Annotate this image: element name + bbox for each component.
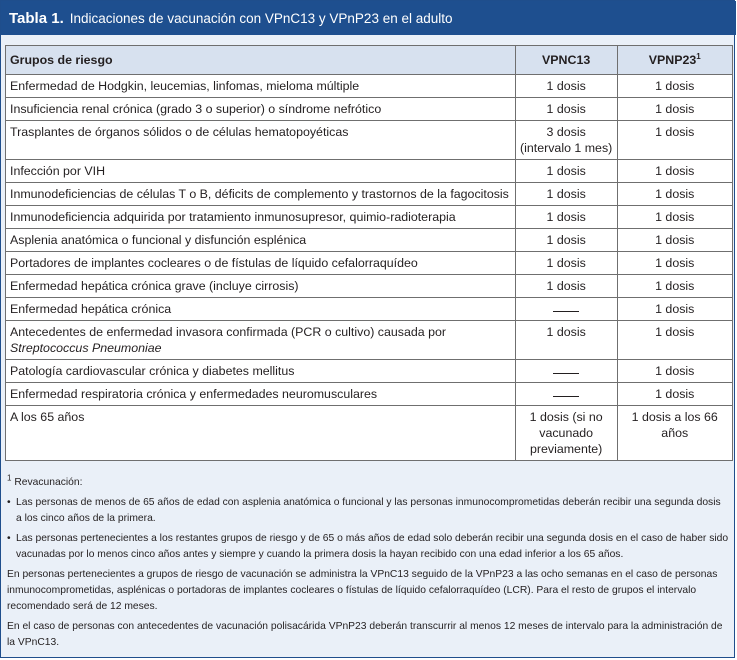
vpnp23-cell xyxy=(618,160,733,183)
note-bullet xyxy=(7,495,729,531)
vpnp23-value: 1 dosis xyxy=(655,164,695,178)
table-title: Indicaciones de vacunación con VPnC13 y VPnP23 en el adulto xyxy=(69,10,453,26)
table-row xyxy=(6,275,733,298)
revac-heading xyxy=(7,475,729,491)
risk-group-text: Insuficiencia renal crónica (grado 3 o superior) o síndrome nefrótico xyxy=(10,102,382,116)
vpnp23-value: 1 dosis xyxy=(655,279,695,293)
vpnc13-cell xyxy=(515,298,618,321)
vpnp23-cell xyxy=(618,275,733,298)
vpnc13-value: 1 dosis xyxy=(546,102,586,116)
table-row xyxy=(6,121,733,160)
note-bullet xyxy=(7,531,729,567)
risk-group-text: Portadores de implantes cocleares o de fístulas de líquido cefalorraquídeo xyxy=(10,256,418,270)
vpnp23-value: 1 dosis xyxy=(655,233,695,247)
risk-group-cell xyxy=(6,206,516,229)
vpnc13-cell xyxy=(515,383,618,406)
vpnp23-value: 1 dosis xyxy=(655,364,695,378)
vpnp23-value: 1 dosis xyxy=(655,102,695,116)
risk-group-cell xyxy=(6,229,516,252)
risk-group-text: Patología cardiovascular crónica y diabetes mellitus xyxy=(10,364,295,378)
bullet-mark: • xyxy=(7,497,11,508)
title-bar xyxy=(1,1,736,35)
risk-group-text: Asplenia anatómica o funcional y disfunción esplénica xyxy=(10,233,307,247)
vpnc13-cell xyxy=(515,160,618,183)
not-indicated-dash xyxy=(553,311,579,312)
vpnp23-cell xyxy=(618,183,733,206)
vaccination-table xyxy=(5,45,733,461)
vpnc13-value: 1 dosis xyxy=(546,187,586,201)
table-label: Tabla 1. xyxy=(9,9,64,27)
vpnc13-value: 1 dosis (si no vacunado previamente) xyxy=(529,410,603,456)
vpnp23-value: 1 dosis xyxy=(655,210,695,224)
risk-group-cell xyxy=(6,298,516,321)
table-row xyxy=(6,160,733,183)
risk-group-cell xyxy=(6,406,516,461)
vpnp23-cell xyxy=(618,98,733,121)
vpnc13-cell xyxy=(515,98,618,121)
risk-group-cell xyxy=(6,160,516,183)
risk-group-cell xyxy=(6,98,516,121)
vpnc13-value: 1 dosis xyxy=(546,279,586,293)
vpnc13-cell xyxy=(515,360,618,383)
risk-group-cell xyxy=(6,275,516,298)
table-row xyxy=(6,360,733,383)
vpnp23-cell xyxy=(618,206,733,229)
vpnc13-cell xyxy=(515,321,618,360)
vpnp23-value: 1 dosis xyxy=(655,125,695,139)
vpnc13-value: 3 dosis (intervalo 1 mes) xyxy=(520,125,613,155)
vpnp23-cell xyxy=(618,229,733,252)
risk-group-text: Antecedentes de enfermedad invasora confirmada (PCR o cultivo) causada por xyxy=(10,325,446,339)
vpnp23-cell xyxy=(618,321,733,360)
vpnc13-value: 1 dosis xyxy=(546,233,586,247)
risk-group-organism: Streptococcus Pneumoniae xyxy=(10,341,162,355)
footnote-mark: 1 xyxy=(7,473,12,483)
vpnp23-cell xyxy=(618,121,733,160)
note-paragraph: En el caso de personas con antecedentes de vacunación polisacárida VPnP23 deberán transcurrir al menos 12 meses de intervalo para la administración de la VPnC13. xyxy=(7,621,723,648)
vpnc13-cell xyxy=(515,121,618,160)
table-body xyxy=(6,75,733,461)
vpnc13-cell xyxy=(515,183,618,206)
header-vpnp23-label: VPNP23 xyxy=(648,53,697,67)
risk-group-cell xyxy=(6,252,516,275)
header-row xyxy=(6,46,733,75)
vpnp23-value: 1 dosis a los 66 años xyxy=(631,410,718,440)
risk-group-text: Enfermedad hepática crónica grave (incluye cirrosis) xyxy=(10,279,299,293)
vpnp23-value: 1 dosis xyxy=(655,187,695,201)
vpnc13-cell xyxy=(515,406,618,461)
vpnp23-value: 1 dosis xyxy=(655,79,695,93)
table-row xyxy=(6,98,733,121)
vpnp23-value: 1 dosis xyxy=(655,256,695,270)
vpnp23-value: 1 dosis xyxy=(655,302,695,316)
not-indicated-dash xyxy=(553,396,579,397)
risk-group-text: Enfermedad hepática crónica xyxy=(10,302,172,316)
table-row xyxy=(6,206,733,229)
table-row xyxy=(6,406,733,461)
risk-group-text: Enfermedad respiratoria crónica y enfermedades neuromusculares xyxy=(10,387,378,401)
vpnc13-value: 1 dosis xyxy=(546,79,586,93)
table-row xyxy=(6,383,733,406)
vpnp23-cell xyxy=(618,252,733,275)
risk-group-text: Enfermedad de Hodgkin, leucemias, linfomas, mieloma múltiple xyxy=(10,79,360,93)
risk-group-cell xyxy=(6,121,516,160)
table-row xyxy=(6,298,733,321)
vpnp23-cell xyxy=(618,383,733,406)
vpnc13-cell xyxy=(515,75,618,98)
footnotes xyxy=(7,475,729,655)
footnote-mark: 1 xyxy=(696,51,701,61)
not-indicated-dash xyxy=(553,373,579,374)
table-row xyxy=(6,183,733,206)
vpnc13-cell xyxy=(515,206,618,229)
note-bullet-text: Las personas de menos de 65 años de edad con asplenia anatómica o funcional y las personas inmunocomprometidas deberán recibir una segunda dosis a los cinco años de la primera. xyxy=(16,497,721,524)
header-risk-groups: Grupos de riesgo xyxy=(6,46,516,75)
vpnc13-cell xyxy=(515,229,618,252)
table-row xyxy=(6,75,733,98)
header-vpnc13: VPNC13 xyxy=(515,46,618,75)
risk-group-cell xyxy=(6,321,516,360)
header-vpnp23 xyxy=(618,46,733,75)
risk-group-text: A los 65 años xyxy=(10,410,85,424)
vpnc13-value: 1 dosis xyxy=(546,325,586,339)
risk-group-cell xyxy=(6,75,516,98)
vpnc13-value: 1 dosis xyxy=(546,210,586,224)
vpnp23-value: 1 dosis xyxy=(655,387,695,401)
risk-group-text: Inmunodeficiencias de células T o B, déficits de complemento y trastornos de la fagocitosis xyxy=(10,187,509,201)
note-bullet-text: Las personas pertenecientes a los restantes grupos de riesgo y de 65 o más años de edad solo deberán recibir una segunda dosis en el caso de haber sido vacunadas por lo menos cinco años antes y siempre y cuando la primera dosis la hayan recibido con una edad inferior a los 65 años. xyxy=(16,533,729,560)
note-paragraph: En personas pertenecientes a grupos de riesgo de vacunación se administra la VPnC13 seguido de la VPnP23 a las ocho semanas en el caso de personas inmunocomprometidas, asplénicas o portadoras de implantes cocleares o fístulas de líquido cefalorraquídeo (LCR). Para el resto de grupos el intervalo recomendado será de 12 meses. xyxy=(7,569,718,612)
table-row xyxy=(6,252,733,275)
vpnc13-cell xyxy=(515,275,618,298)
risk-group-cell xyxy=(6,383,516,406)
table-row xyxy=(6,321,733,360)
vpnp23-cell xyxy=(618,298,733,321)
risk-group-cell xyxy=(6,183,516,206)
vpnp23-cell xyxy=(618,360,733,383)
table-row xyxy=(6,229,733,252)
risk-group-cell xyxy=(6,360,516,383)
revac-label: Revacunación: xyxy=(14,477,83,488)
risk-group-text: Infección por VIH xyxy=(10,164,106,178)
bullet-mark: • xyxy=(7,533,11,544)
vpnp23-cell xyxy=(618,75,733,98)
vpnc13-value: 1 dosis xyxy=(546,256,586,270)
vpnc13-cell xyxy=(515,252,618,275)
vpnp23-value: 1 dosis xyxy=(655,325,695,339)
vpnp23-cell xyxy=(618,406,733,461)
vpnc13-value: 1 dosis xyxy=(546,164,586,178)
risk-group-text: Trasplantes de órganos sólidos o de células hematopoyéticas xyxy=(10,125,349,139)
risk-group-text: Inmunodeficiencia adquirida por tratamiento inmunosupresor, quimio-radioterapia xyxy=(10,210,456,224)
